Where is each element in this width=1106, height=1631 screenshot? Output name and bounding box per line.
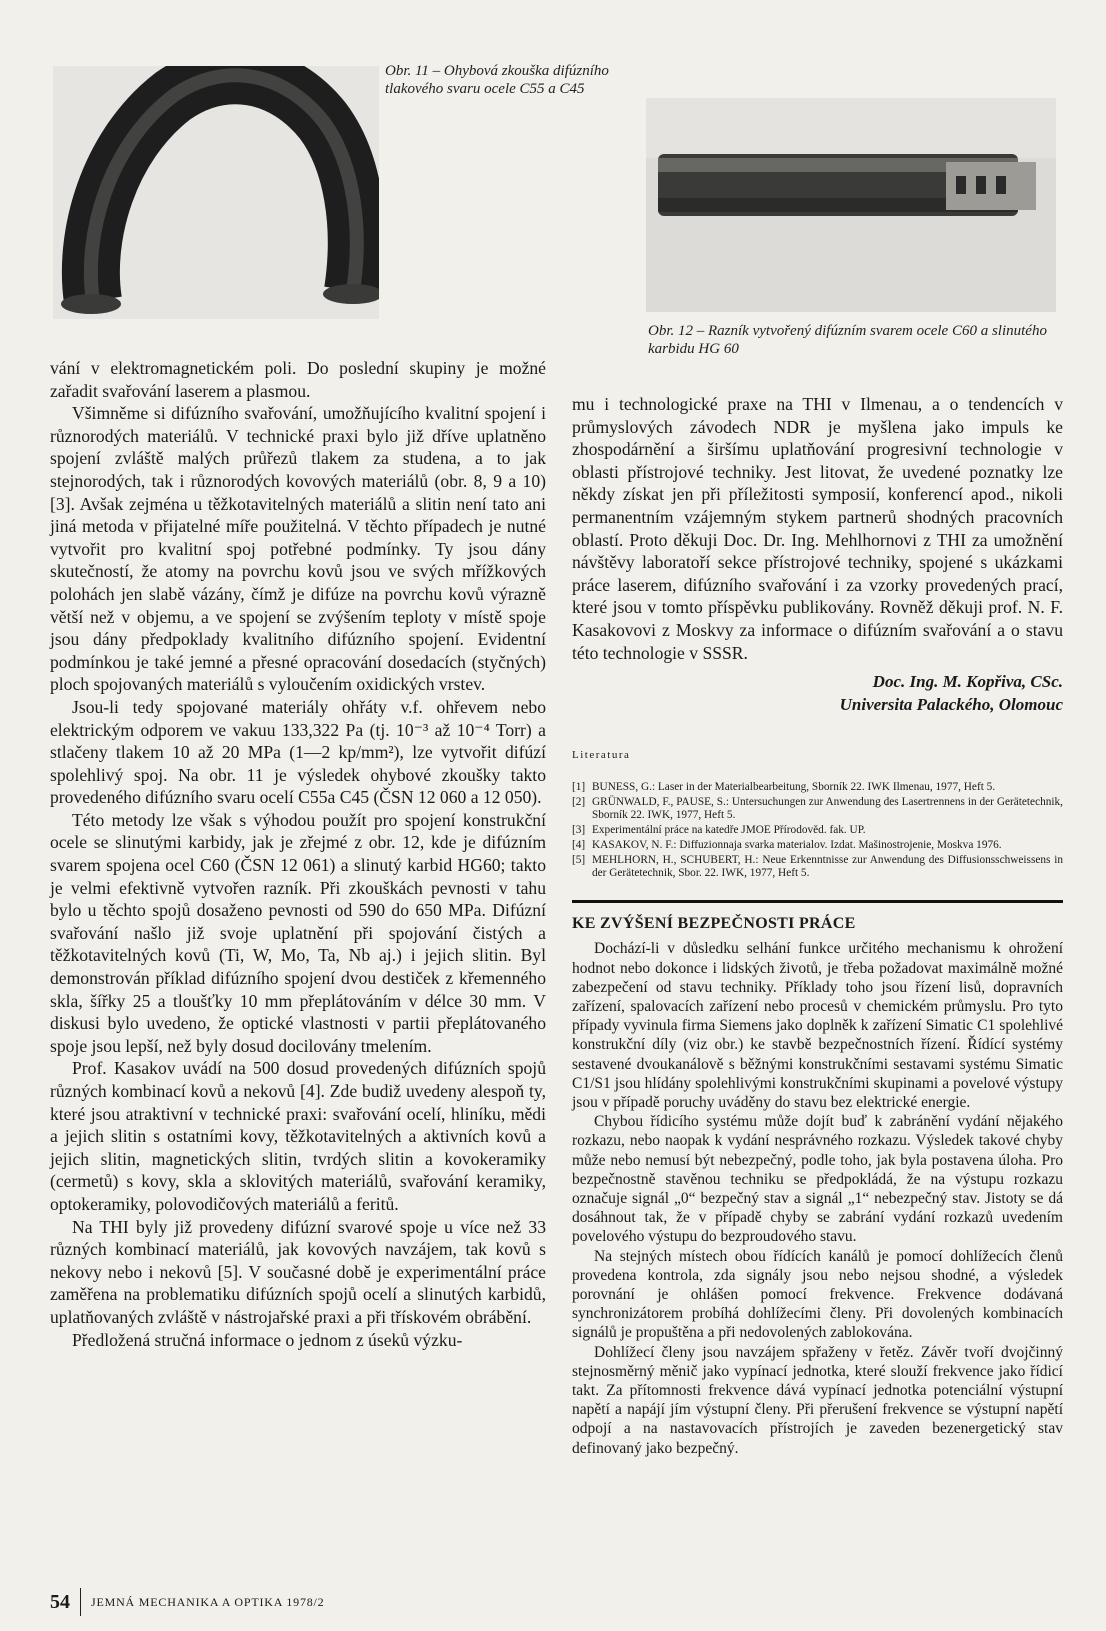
- figure-11-caption: Obr. 11 – Ohybová zkouška difúzního tlakového svaru ocele C55 a C45: [385, 63, 609, 97]
- page-number: 54: [50, 1590, 70, 1613]
- literature-heading: Literatura: [572, 749, 631, 762]
- reference-item: [572, 824, 1063, 837]
- author-affiliation: Universita Palackého, Olomouc: [839, 695, 1063, 715]
- section-paragraph: Dohlížecí členy jsou navzájem spřaženy v řetěz. Závěr tvoří dvojčinný stejnosměrný měnič jako vypínací jednotka, které slouží frekvence jako řídicí takt. Za přítomnosti frekvence dává vypínací jednotka potenciální výstupní napětí a napájí jím výstupní členy. Při přerušení frekvence se výstupní napětí odpojí a na nastavovacích přístrojích je zaveden bezenergetický stav definovaný jako bezpečný.: [572, 1343, 1063, 1457]
- reference-item: [572, 781, 1063, 794]
- right-paragraph: mu i technologické praxe na THI v Ilmenau, a o tendencích v průmyslových závodech NDR je myšlena jako impuls ke zhospodárnění a širšímu uplatňování progresivní technologie v oblasti přístrojové techniky. Jest litovat, že uvedené poznatky lze někdy získat jen při příležitosti symposií, konferencí apod., nikoli permanentním vzájemným stykem partnerů shodných pracovních oblastí. Proto děkuji Doc. Dr. Ing. Mehlhornovi z THI za umožnění návštěvy laboratoří sekce přístrojové techniky, spojené s ukázkami práce laserem, difúzního svařování i za vzorky provedených prací, které jsou v tomto příspěvku publikovány. Rovněž děkuji prof. N. F. Kasakovovi z Moskvy za informace o difúzním svařování a o stavu této technologie v SSSR.: [572, 394, 1063, 663]
- section-title: KE ZVÝŠENÍ BEZPEČNOSTI PRÁCE: [572, 914, 856, 932]
- reference-text: BUNESS, G.: Laser in der Materialbearbeitung, Sborník 22. IWK Ilmenau, 1977, Heft 5.: [592, 780, 996, 793]
- reference-list: [572, 781, 1063, 880]
- figure-11-photo: [53, 66, 379, 319]
- section-paragraph: Na stejných místech obou řídících kanálů je pomocí dohlížecích členů provedena kontrola, zda signály jsou nebo nejsou shodné, a výsledek porovnání je ohlášen pomocí frekvence. Frekvence dodávaná synchronizátorem probíhá dohlížecími členy. Při dovolených kombinacích signálů je propuštěna a při nedovolených zablokována.: [572, 1247, 1063, 1342]
- section-divider: [572, 900, 1063, 903]
- left-column: [50, 357, 546, 1351]
- right-column: [572, 393, 1063, 1458]
- left-paragraph: Všimněme si difúzního svařování, umožňujícího kvalitní spojení i různorodých materiálů. V technické praxi bylo již dříve uplatněno spojení zvláště malých průřezů tlakem za studena, a to jak stejnorodých, tak i různorodých kovových materiálů (obr. 8, 9 a 10) [3]. Avšak zejména u těžkotavitelných materiálů a slitin není tato ani jiná metoda v přijatelné míře použitelná. V těchto případech je nutné vytvořit pro kvalitní spoj potřebné podmínky. Ty jsou dány skutečností, že atomy na povrchu kovů jsou ve svých mřížkových polohách jen slabě vázány, čímž je difúze na povrchu kovů výrazně větší než v objemu, a ve spojení se zvýšením teploty v místě spoje jsou dány předpoklady kvalitního difúzního spojení. Evidentní podmínkou je také jemné a přesné opracování dosedacích (styčných) ploch spojovaných materiálů s vyloučením oxidických vrstev.: [50, 403, 546, 695]
- reference-item: [572, 839, 1063, 852]
- reference-item: [572, 854, 1063, 880]
- reference-text: Experimentální práce na katedře JMOE Přírodověd. fak. UP.: [592, 823, 866, 836]
- section-paragraph: Chybou řídicího systému může dojít buď k zabránění vydání nějakého rozkazu, nebo naopak k vydání nesprávného rozkazu. Výsledek takové chyby může nebo nemusí být nebezpečný, podle toho, jak byla postavena úloha. Pro bezpečnostně stavěnou techniku se předpokládá, že na výstupu rozkazu označuje signál „0“ bezpečný stav a signál „1“ nebezpečný stav. Jistoty se dá dosáhnout tak, že v případě chyby se zabrání vydání rozkazů uvedením povelového výstupu do bezproudového stavu.: [572, 1113, 1063, 1246]
- author-name: Doc. Ing. M. Kopřiva, CSc.: [872, 672, 1063, 692]
- journal-title: JEMNÁ MECHANIKA A OPTIKA 1978/2: [91, 1594, 325, 1609]
- left-paragraph: Prof. Kasakov uvádí na 500 dosud provedených difúzních spojů různých kombinací kovů a nekovů [4]. Zde budiž uvedeny alespoň ty, které jsou atraktivní v technické praxi: svařování ocelí, hliníku, mědi a jejich slitin s ostatními kovy, těžkotavitelných a aktivních kovů a jejich slitin, magnetických slitin, tvrdých slitin a kovokeramiky (cermetů) s kovy, skla a sklovitých materiálů, svařování keramiky, optokeramiky, polovodičových materiálů a feritů.: [50, 1058, 546, 1214]
- left-paragraph: Předložená stručná informace o jednom z úseků výzku-: [72, 1329, 463, 1350]
- section-paragraph: Dochází-li v důsledku selhání funkce určitého mechanismu k ohrožení hodnot nebo dokonce i lidských životů, je třeba požadovat maximálně možné zabezpečení od stavu techniky. Příklady toho jsou řízení lisů, dopravních zařízení, spalovacích zařízení nebo procesů v chemickém průmyslu. Pro tyto případy vyvinula firma Siemens jako doplněk k zařízení Simatic C1 spolehlivé konstrukční díly (viz obr.) ke stavbě bezpečnostních řízení. Řídící systémy sestavené dvoukanálově s běžnými konstrukčními sestavami systému Simatic C1/S1 jsou hlídány spolehlivými konstrukčními skupinami a povelové výstupy jsou v případě poruchy uváděny do stavu bez elektrické energie.: [572, 940, 1063, 1111]
- left-paragraph: Na THI byly již provedeny difúzní svarové spoje u více než 33 různých kombinací materiálů, jak kovových navzájem, tak kovů s nekovy nebo i nekovů [5]. V současné době je experimentální práce zaměřena na problematiku difúzních spojů ocelí a slinutých karbidů, uplatňovaných zvláště v nástrojařské praxi a při třískovém obrábění.: [50, 1216, 546, 1327]
- left-paragraph: Této metody lze však s výhodou použít pro spojení konstrukční ocele se slinutými karbidy, jak je zřejmé z obr. 12, kde je difúzním svarem spojena ocel C60 (ČSN 12 061) a slinutý karbid HG60; takto je velmi efektivně vytvořen razník. Při zkouškách pevnosti v tahu bylo u těchto spojů dosaženo pevnosti od 590 do 650 MPa. Difúzní svařování našlo již svoje uplatnění při spojování čistých a těžkotavitelných kovů (Ti, W, Mo, Ta, Nb aj.) i jejich slitin. Byl demonstrován příklad difúzního spojení dvou destiček z křemenného skla, šířky 25 a tloušťky 10 mm přeplátováním v délce 30 mm. V diskusi bylo uvedeno, že optické vlastnosti v partii přeplátovaného spoje jsou lepší, než byly dosud docilovány tmelením.: [50, 809, 546, 1056]
- reference-number: [1]: [572, 780, 586, 793]
- reference-text: KASAKOV, N. F.: Diffuzionnaja svarka materialov. Izdat. Mašinostrojenie, Moskva 1976.: [592, 838, 1002, 851]
- reference-text: MEHLHORN, H., SCHUBERT, H.: Neue Erkenntnisse zur Anwendung des Diffusionsschweissens in der Gerätetechnik, Sbor. 22. IWK, 1977, Heft 5.: [592, 853, 1063, 879]
- footer-separator: [80, 1588, 81, 1616]
- reference-item: [572, 796, 1063, 822]
- reference-number: [4]: [572, 838, 586, 851]
- left-paragraph: vání v elektromagnetickém poli. Do poslední skupiny je možné zařadit svařování laserem a plasmou.: [50, 358, 546, 401]
- reference-number: [5]: [572, 853, 586, 866]
- figure-12-caption: Obr. 12 – Razník vytvořený difúzním svarem ocele C60 a slinutého karbidu HG 60: [648, 323, 1047, 357]
- reference-number: [3]: [572, 823, 586, 836]
- left-paragraph: Jsou-li tedy spojované materiály ohřáty v.f. ohřevem nebo elektrickým odporem ve vakuu 133,322 Pa (tj. 10⁻³ až 10⁻⁴ Torr) a stlačeny tlakem 10 až 20 MPa (1—2 kp/mm²), lze vytvořit difúzí spolehlivý spoj. Na obr. 11 je výsledek ohybové zkoušky takto provedeného difúzního svaru ocelí C55a C45 (ČSN 12 060 a 12 050).: [50, 696, 546, 808]
- page-footer: [50, 1588, 324, 1616]
- reference-number: [2]: [572, 795, 586, 808]
- reference-text: GRÜNWALD, F., PAUSE, S.: Untersuchungen zur Anwendung des Lasertrennens in der Gerätetechnik, Sborník 22. IWK, 1977, Heft 5.: [592, 795, 1063, 821]
- figure-12-photo: [646, 98, 1056, 312]
